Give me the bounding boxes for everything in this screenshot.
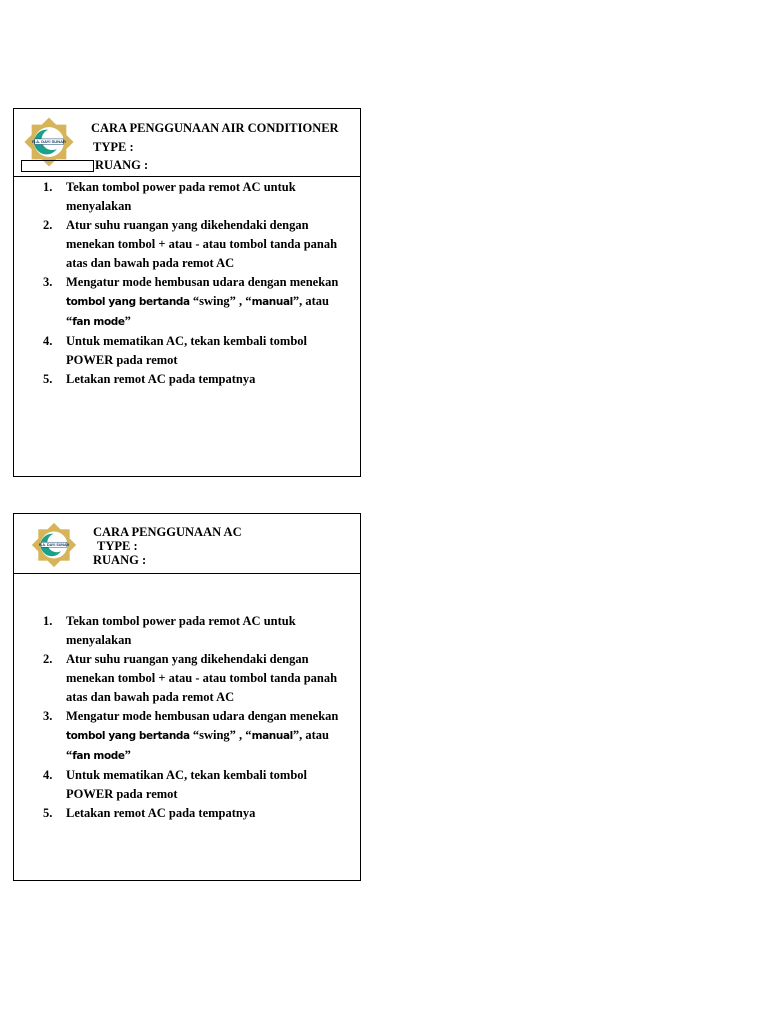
step-text: tombol yang bertanda (66, 730, 190, 742)
step-number: 1. (43, 614, 53, 628)
step-text: fan mode (72, 750, 125, 762)
step-text: ” (124, 748, 131, 762)
instruction-card-1 (13, 108, 361, 477)
step-number: 4. (43, 334, 53, 348)
logo-text: R.A. DAYI SUNAR (32, 139, 66, 145)
step-text: ”, atau “ (66, 728, 329, 762)
step-text: ” (124, 314, 131, 328)
card-header (14, 514, 360, 574)
ruang-label: RUANG : (95, 158, 149, 172)
list-item (14, 707, 360, 766)
step-text: Atur suhu ruangan yang dikehendaki dengan menekan tombol + atau - atau tombol tanda panah atas dan bawah pada remot AC (66, 218, 338, 270)
list-item (14, 216, 360, 273)
ruang-label: RUANG : (93, 553, 147, 567)
step-text: “swing” , “ (189, 294, 252, 308)
list-item (14, 650, 360, 707)
step-number: 2. (43, 218, 53, 232)
step-number: 2. (43, 652, 53, 666)
step-text: Untuk mematikan AC, tekan kembali tombol POWER pada remot (66, 768, 307, 801)
ruang-value-box (21, 160, 94, 172)
list-item (14, 332, 360, 370)
step-text: tombol yang bertanda (66, 296, 190, 308)
step-number: 4. (43, 768, 53, 782)
step-text: Tekan tombol power pada remot AC untuk menyalakan (66, 180, 296, 213)
step-text: Letakan remot AC pada tempatnya (66, 372, 256, 386)
type-label: TYPE : (93, 140, 134, 154)
instruction-card-2 (13, 513, 361, 881)
card-header (14, 109, 360, 177)
list-item (14, 804, 360, 823)
step-number: 1. (43, 180, 53, 194)
card-title: CARA PENGGUNAAN AC (93, 525, 242, 539)
step-number: 5. (43, 806, 53, 820)
step-text: ”, atau “ (66, 294, 329, 328)
list-item (14, 273, 360, 332)
card-title: CARA PENGGUNAAN AIR CONDITIONER (91, 121, 339, 135)
step-text: “swing” , “ (189, 728, 252, 742)
step-text: manual (251, 296, 293, 308)
step-text: manual (251, 730, 293, 742)
step-text: Mengatur mode hembusan udara dengan menekan (66, 709, 339, 723)
steps-list (14, 612, 360, 823)
steps-list (14, 178, 360, 389)
star-crescent-hospital-logo (26, 517, 82, 573)
step-number: 3. (43, 275, 53, 289)
step-number: 5. (43, 372, 53, 386)
list-item (14, 178, 360, 216)
step-text: Untuk mematikan AC, tekan kembali tombol POWER pada remot (66, 334, 307, 367)
logo-text: R.A. DAYI SUNAR (38, 543, 70, 548)
step-number: 3. (43, 709, 53, 723)
step-text: Tekan tombol power pada remot AC untuk menyalakan (66, 614, 296, 647)
list-item (14, 766, 360, 804)
type-label: TYPE : (97, 539, 138, 553)
list-item (14, 612, 360, 650)
step-text: Mengatur mode hembusan udara dengan menekan (66, 275, 339, 289)
step-text: Atur suhu ruangan yang dikehendaki dengan menekan tombol + atau - atau tombol tanda panah atas dan bawah pada remot AC (66, 652, 338, 704)
step-text: fan mode (72, 316, 125, 328)
step-text: Letakan remot AC pada tempatnya (66, 806, 256, 820)
list-item (14, 370, 360, 389)
